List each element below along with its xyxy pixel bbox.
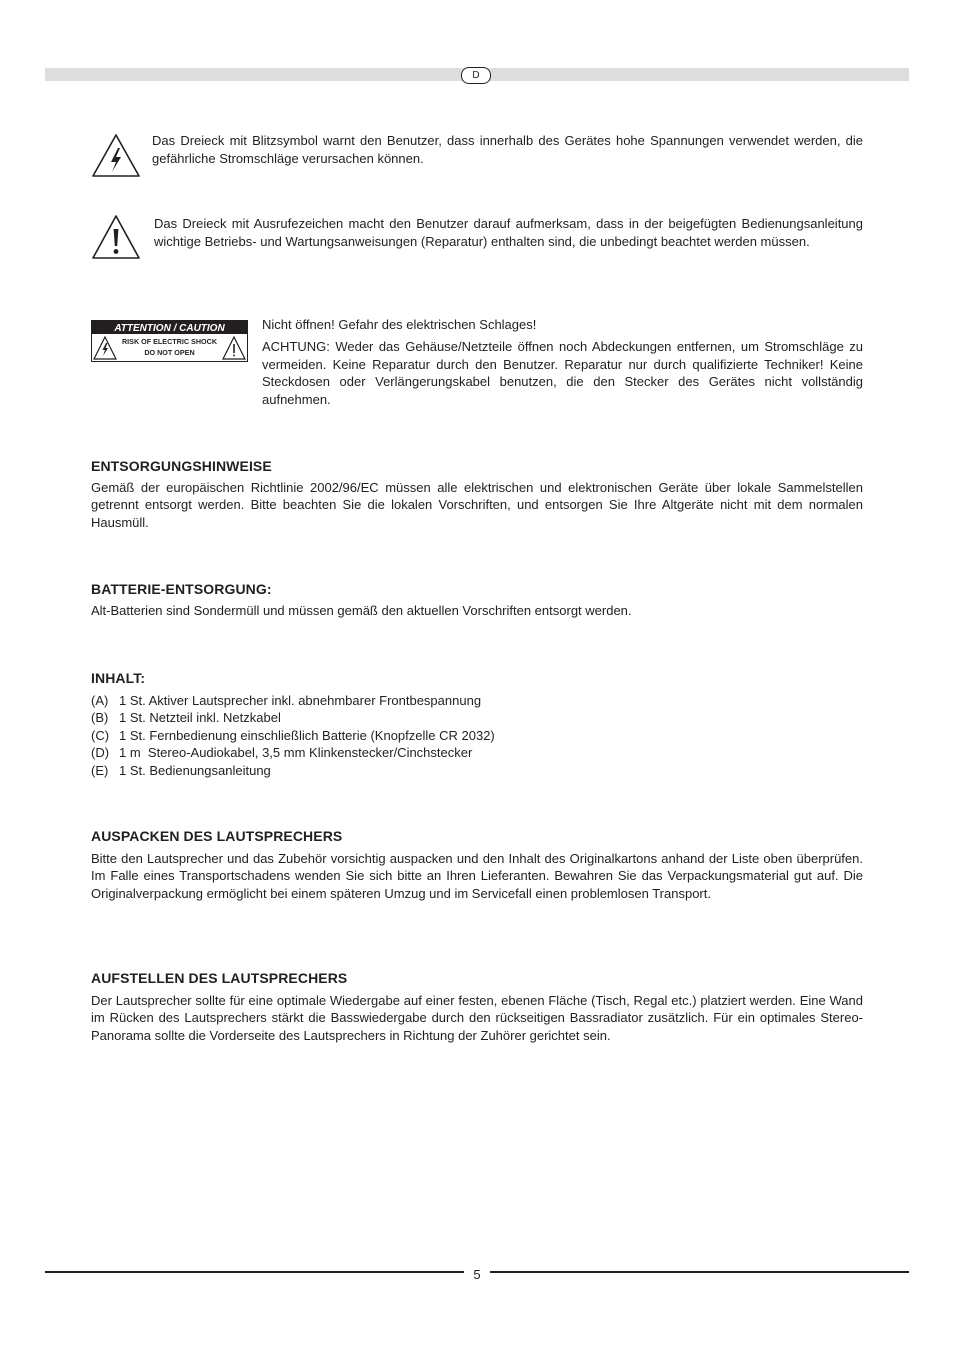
caution-text-2: ACHTUNG: Weder das Gehäuse/Netzteile öffnen noch Abdeckungen entfernen, um Stromschläge zu vermeiden. Keine Reparatur durch den Benutzer. Reparatur nur durch qualifizierte Techniker! Keine Steckdosen oder Verlängerungskabel benutzen, die den Stecker des Gerätes nicht vollständig aufnehmen. [262,339,863,407]
list-item-letter: (C) [91,727,110,743]
exclamation-warning-icon [91,214,141,260]
footer-rule-right [490,1271,909,1273]
list-item-text: 1 St. Fernbedienung einschließlich Batterie (Knopfzelle CR 2032) [119,727,495,743]
list-item-letter: (B) [91,710,109,726]
list-item-letter: (A) [91,693,109,708]
setup-heading: AUFSTELLEN DES LAUTSPRECHERS [91,970,348,986]
list-item [91,744,495,761]
disposal-heading: ENTSORGUNGSHINWEISE [91,458,272,474]
caution-text-1: Nicht öffnen! Gefahr des elektrischen Schlages! [262,317,537,332]
caution-label-line1: RISK OF ELECTRIC SHOCK [121,337,218,346]
list-item-letter: (E) [91,762,109,778]
list-item-text: 1 St. Netzteil inkl. Netzkabel [119,710,281,726]
list-item [91,762,495,779]
caution-label [91,320,248,362]
list-item [91,709,495,726]
setup-body: Der Lautsprecher sollte für eine optimale Wiedergabe auf einer festen, ebenen Fläche (Tisch, Regal etc.) platziert werden. Eine Wand im Rücken des Lautsprechers stärkt die Basswiedergabe durch den rückseitigen Bassradiator zusätzlich. Für ein optimales Stereo-Panorama sollte die Vorderseite des Lautsprechers in Richtung der Zuhörer gerichtet sein. [91,993,863,1043]
disposal-body: Gemäß der europäischen Richtlinie 2002/96/EC müssen alle elektrischen und elektronischen Geräte über lokale Sammelstellen getrennt entsorgt werden. Bitte beachten Sie die lokalen Vorschriften, und entsorgen Sie Ihre Altgeräte nicht mit dem normalen Hausmüll. [91,480,863,530]
list-item-text: 1 St. Aktiver Lautsprecher inkl. abnehmbarer Frontbespannung [119,693,482,708]
exclamation-warning-text: Das Dreieck mit Ausrufezeichen macht den Benutzer darauf aufmerksam, dass in der beigefügten Bedienungsanleitung wichtige Betriebs- und Wartungsanweisungen (Reparatur) enthalten sind, die unbedingt beachtet werden müssen. [154,216,863,249]
list-item [91,692,495,709]
lightning-warning-icon [91,133,141,178]
unpacking-heading: AUSPACKEN DES LAUTSPRECHERS [91,828,343,844]
caution-label-title: ATTENTION / CAUTION [114,323,225,334]
contents-heading: INHALT: [91,670,146,686]
footer-rule-left [45,1271,464,1273]
page-number: 5 [473,1267,481,1282]
battery-heading: BATTERIE-ENTSORGUNG: [91,581,272,597]
list-item-text: 1 m Stereo-Audiokabel, 3,5 mm Klinkenstecker/Cinchstecker [119,745,473,761]
battery-body: Alt-Batterien sind Sondermüll und müssen gemäß den aktuellen Vorschriften entsorgt werden. [91,603,632,618]
caution-label-line2: DO NOT OPEN [144,348,195,357]
contents-list [91,692,495,779]
language-badge: D [461,67,491,84]
unpacking-body: Bitte den Lautsprecher und das Zubehör vorsichtig auspacken und den Inhalt des Originalkartons anhand der Liste oben überprüfen. Im Falle eines Transportschadens wenden Sie sich bitte an Ihren Lieferanten. Bewahren Sie das Verpackungsmaterial gut auf. Die Originalverpackung ermöglicht bei einem späteren Umzug und im Servicefall einen problemlosen Transport. [91,851,863,901]
list-item-letter: (D) [91,745,110,761]
list-item-text: 1 St. Bedienungsanleitung [119,762,271,778]
lightning-warning-text: Das Dreieck mit Blitzsymbol warnt den Benutzer, dass innerhalb des Gerätes hohe Spannungen verwendet werden, die gefährliche Stromschläge verursachen können. [152,133,863,166]
list-item [91,727,495,744]
